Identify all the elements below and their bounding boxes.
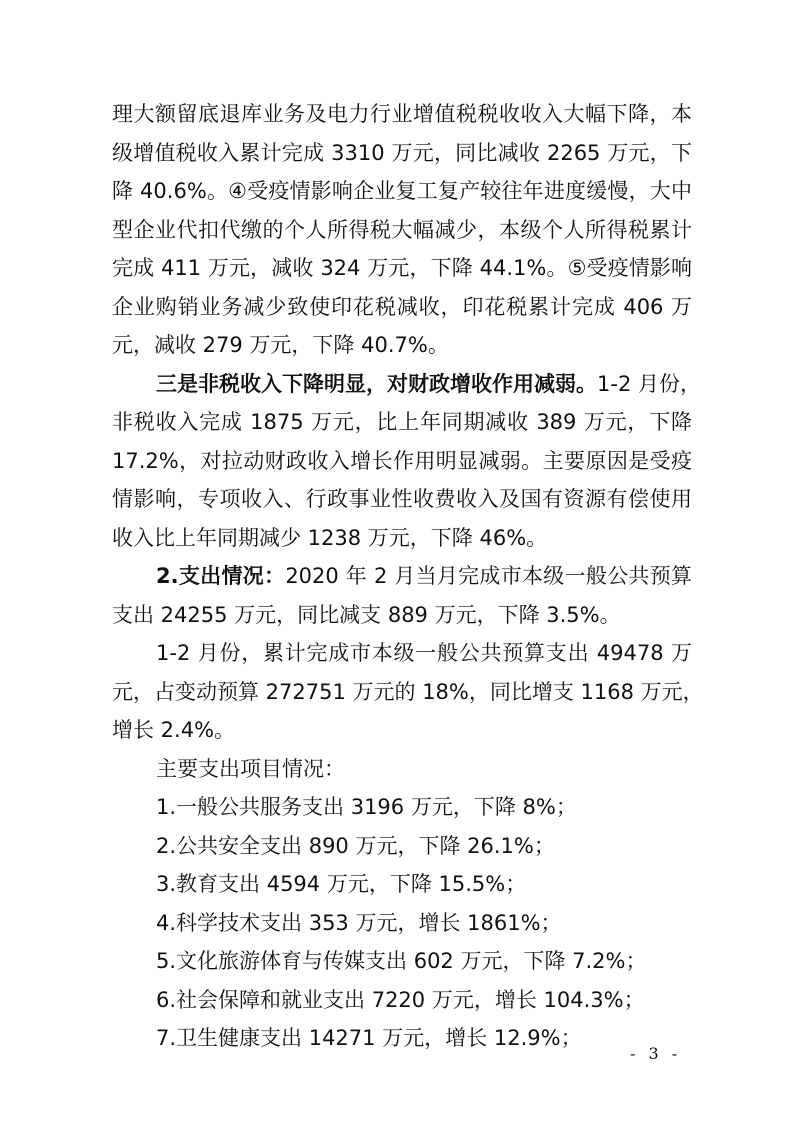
list-item: 7.卫生健康支出 14271 万元，增长 12.9%； — [156, 1026, 582, 1050]
page-number: - 3 - — [630, 1044, 682, 1063]
text-run: 1-2 月份， — [597, 371, 701, 396]
text-line: 级增值税收入累计完成 3310 万元，同比减收 2265 万元，下 — [112, 140, 692, 165]
paragraph-nontax-heading-line — [112, 365, 701, 404]
list-item: 2.公共安全支出 890 万元，下降 26.1%； — [156, 833, 555, 858]
text-line: 收入比上年同期减少 1238 万元，下降 46%。 — [112, 525, 548, 550]
items-intro: 主要支出项目情况： — [156, 756, 345, 781]
text-line: 非税收入完成 1875 万元，比上年同期减收 389 万元，下降 — [112, 410, 692, 434]
list-item: 4.科学技术支出 353 万元，增长 1861%； — [156, 910, 562, 935]
list-item: 5.文化旅游体育与传媒支出 602 万元，下降 7.2%； — [156, 949, 647, 973]
text-line: 元，占变动预算 272751 万元的 18%，同比增支 1168 万元， — [112, 679, 704, 704]
text-line: 元，减收 279 万元，下降 40.7%。 — [112, 333, 449, 357]
expenditure-bold-heading: 2.支出情况： — [156, 564, 286, 588]
nontax-bold-heading: 三是非税收入下降明显，对财政增收作用减弱。 — [156, 371, 597, 396]
list-item: 3.教育支出 4594 万元，下降 15.5%； — [156, 872, 527, 896]
text-line: 支出 24255 万元，同比减支 889 万元，下降 3.5%。 — [112, 602, 621, 627]
text-line: 完成 411 万元，减收 324 万元，下降 44.1%。⑤受疫情影响 — [112, 256, 692, 280]
text-run: 2020 年 2 月当月完成市本级一般公共预算 — [285, 564, 692, 588]
text-line: 企业购销业务减少致使印花税减收，印花税累计完成 406 万 — [112, 294, 692, 319]
text-line: 降 40.6%。④受疫情影响企业复工复产较往年进度缓慢，大中 — [112, 179, 692, 203]
list-item: 1.一般公共服务支出 3196 万元，下降 8%； — [156, 795, 577, 819]
text-line: 1-2 月份，累计完成市本级一般公共预算支出 49478 万 — [156, 641, 692, 665]
text-line: 增长 2.4%。 — [112, 718, 236, 742]
text-line: 理大额留底退库业务及电力行业增值税税收收入大幅下降，本 — [112, 102, 692, 126]
expenditure-heading-line — [112, 557, 692, 596]
text-line: 型企业代扣代缴的个人所得税大幅减少，本级个人所得税累计 — [112, 217, 692, 242]
document-body — [112, 95, 704, 1058]
text-line: 情影响，专项收入、行政事业性收费收入及国有资源有偿使用 — [112, 487, 692, 511]
list-item: 6.社会保障和就业支出 7220 万元，增长 104.3%； — [156, 987, 645, 1012]
text-line: 17.2%，对拉动财政收入增长作用明显减弱。主要原因是受疫 — [112, 448, 692, 473]
